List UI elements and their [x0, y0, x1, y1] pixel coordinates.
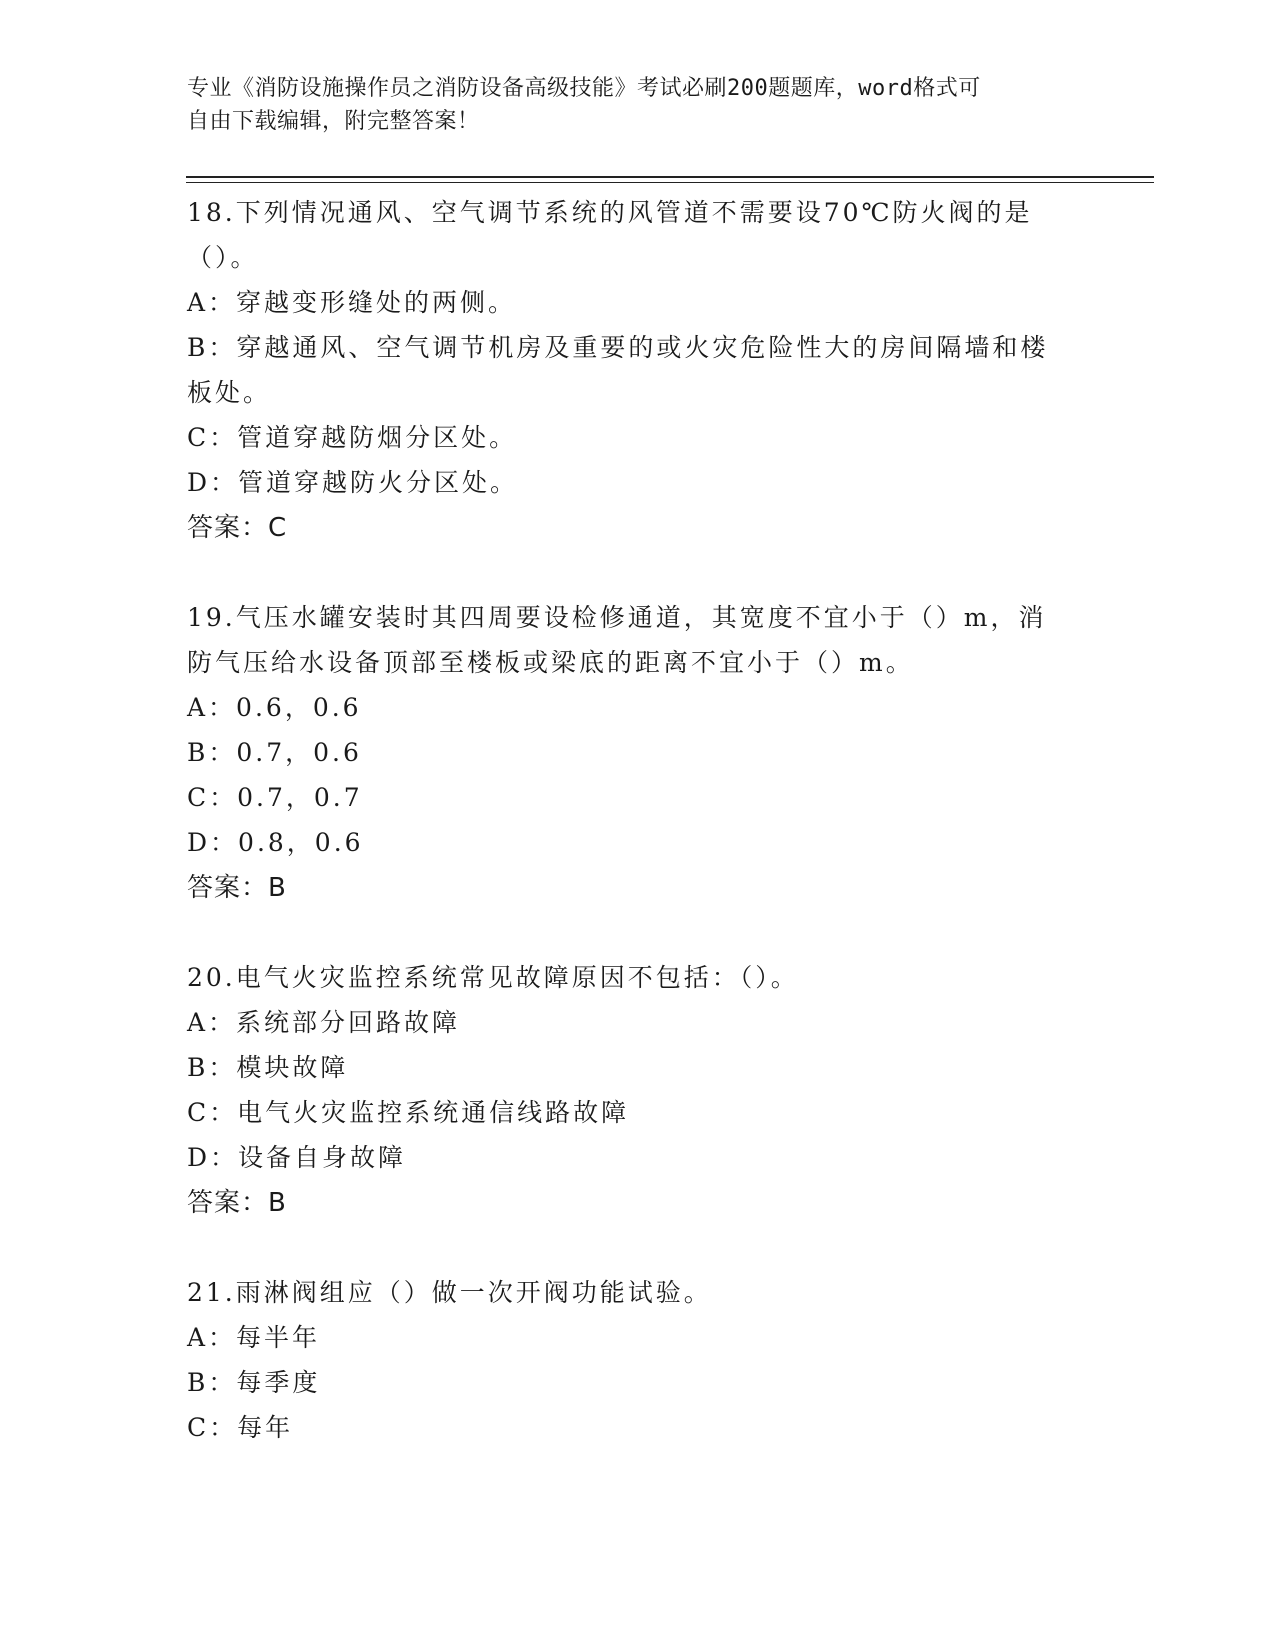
- header-divider-thin: [186, 182, 1154, 183]
- question-18: [187, 190, 1087, 551]
- option-a: A：0.6，0.6: [187, 693, 362, 722]
- option-a: A：每半年: [187, 1323, 321, 1352]
- question-20: [187, 955, 1087, 1226]
- option-d: D：0.8，0.6: [187, 828, 364, 857]
- header-divider-thick: [186, 176, 1154, 178]
- option-b: B：0.7，0.6: [187, 738, 362, 767]
- option-b: B：模块故障: [187, 1053, 349, 1082]
- option-c: C：电气火灾监控系统通信线路故障: [187, 1098, 630, 1127]
- question-text: 20.电气火灾监控系统常见故障原因不包括：（）。: [187, 963, 799, 992]
- question-list: [187, 190, 1087, 1494]
- option-c: C：0.7，0.7: [187, 783, 363, 812]
- option-c: C：每年: [187, 1413, 294, 1442]
- option-d: D：管道穿越防火分区处。: [187, 468, 519, 497]
- answer: 答案：B: [187, 873, 287, 903]
- option-a: A：系统部分回路故障: [187, 1008, 461, 1037]
- question-21: [187, 1270, 1087, 1450]
- question-19: [187, 595, 1087, 911]
- option-b: B：穿越通风、空气调节机房及重要的或火灾危险性大的房间隔墙和楼板处。: [187, 333, 1049, 407]
- question-text: 21.雨淋阀组应（）做一次开阀功能试验。: [187, 1278, 712, 1307]
- option-c: C：管道穿越防烟分区处。: [187, 423, 518, 452]
- question-text: 18.下列情况通风、空气调节系统的风管道不需要设70℃防火阀的是（）。: [187, 198, 1033, 272]
- answer: 答案：C: [187, 513, 288, 543]
- answer: 答案：B: [187, 1188, 287, 1218]
- question-text: 19.气压水罐安装时其四周要设检修通道，其宽度不宜小于（）m，消防气压给水设备顶部至楼板或梁底的距离不宜小于（）m。: [187, 603, 1047, 677]
- option-a: A：穿越变形缝处的两侧。: [187, 288, 517, 317]
- document-header: 专业《消防设施操作员之消防设备高级技能》考试必刷200题题库，word格式可 自由下载编辑，附完整答案！: [187, 76, 981, 134]
- option-b: B：每季度: [187, 1368, 321, 1397]
- option-d: D：设备自身故障: [187, 1143, 407, 1172]
